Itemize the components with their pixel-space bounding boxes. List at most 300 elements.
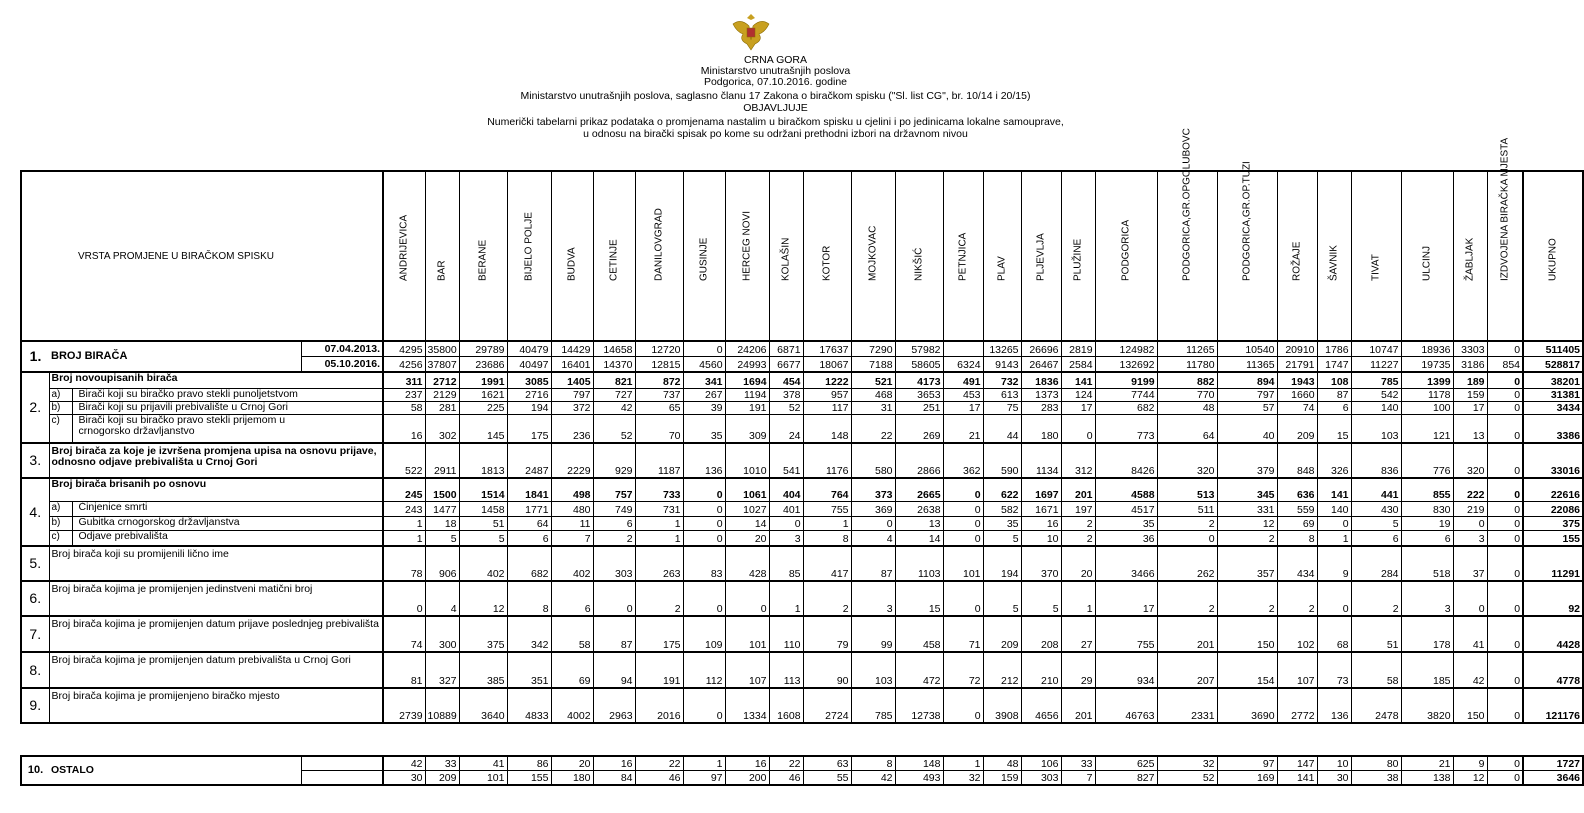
column-header — [983, 171, 1021, 341]
cell-val: 6 — [551, 581, 593, 616]
cell-val: 2229 — [551, 443, 593, 478]
cell-val: 737 — [635, 389, 683, 402]
column-header-label: PETNJICA — [957, 232, 969, 281]
sub-row-letter: b) — [50, 402, 73, 414]
row-row4-sub — [21, 531, 1583, 547]
cell-val: 0 — [1487, 402, 1523, 415]
cell-val: 55 — [803, 771, 851, 786]
cell-val: 458 — [895, 616, 943, 652]
cell-val: 148 — [895, 756, 943, 771]
column-header-label: ROŽAJE — [1291, 241, 1303, 281]
column-header — [803, 171, 851, 341]
cell-val: 1458 — [459, 502, 507, 517]
cell-val: 101 — [943, 546, 983, 581]
cell-val: 42 — [593, 402, 635, 415]
column-header-label: MOJKOVAC — [867, 225, 879, 281]
cell-val: 148 — [803, 415, 851, 444]
cell-val: 379 — [1217, 443, 1277, 478]
cell-val: 51 — [459, 517, 507, 531]
cell-val: 2724 — [803, 688, 851, 723]
cell-val: 731 — [635, 502, 683, 517]
cell-val: 441 — [1351, 478, 1401, 502]
cell-val: 6324 — [943, 357, 983, 373]
cell-val: 8 — [507, 581, 551, 616]
cell-val: 5 — [459, 531, 507, 547]
cell-val: 797 — [551, 389, 593, 402]
row-number: 1. — [21, 341, 49, 372]
row-number: 10. — [21, 756, 49, 785]
column-header — [1095, 171, 1157, 341]
cell-val: 81 — [383, 652, 425, 688]
cell-val: 1 — [769, 581, 803, 616]
cell-val: 3466 — [1095, 546, 1157, 581]
cell-val: 0 — [1487, 502, 1523, 517]
cell-val: 71 — [943, 616, 983, 652]
cell-val: 836 — [1351, 443, 1401, 478]
cell-val: 1373 — [1021, 389, 1061, 402]
cell-val: 48 — [1157, 402, 1217, 415]
sub-row-letter: a) — [50, 389, 73, 401]
cell-val: 191 — [635, 652, 683, 688]
column-header — [851, 171, 895, 341]
cell-val: 3690 — [1217, 688, 1277, 723]
cell-val: 87 — [1317, 389, 1351, 402]
row-label: Broj birača za koje je izvršena promjena upisa na osnovu prijave, odnosno odjave prebivališta u Crnoj Gori — [49, 443, 383, 478]
cell-val: 22086 — [1523, 502, 1583, 517]
cell-val: 155 — [1523, 531, 1583, 547]
column-header — [1487, 137, 1523, 341]
row-number: 4. — [21, 478, 49, 546]
cell-val: 83 — [683, 546, 725, 581]
cell-val: 78 — [383, 546, 425, 581]
column-header-label: IZDVOJENA BIRAČKA MJESTA — [1499, 137, 1511, 281]
cell-val: 342 — [507, 616, 551, 652]
cell-val: 541 — [769, 443, 803, 478]
cell-val: 430 — [1351, 502, 1401, 517]
cell-val: 882 — [1157, 372, 1217, 389]
cell-val: 12 — [459, 581, 507, 616]
cell-val: 8 — [1277, 531, 1317, 547]
cell-val: 19 — [1401, 517, 1453, 531]
cell-val: 302 — [425, 415, 459, 444]
cell-val: 797 — [1217, 389, 1277, 402]
cell-val: 312 — [1061, 443, 1095, 478]
cell-val: 46 — [769, 771, 803, 786]
cell-val: 1 — [1317, 531, 1351, 547]
column-header-label: ULCINJ — [1421, 245, 1433, 281]
cell-val: 251 — [895, 402, 943, 415]
cell-val: 208 — [1021, 616, 1061, 652]
cell-val: 6 — [593, 517, 635, 531]
cell-val: 11227 — [1351, 357, 1401, 373]
cell-val: 141 — [1061, 372, 1095, 389]
cell-val: 74 — [383, 616, 425, 652]
cell-val: 0 — [683, 341, 725, 357]
cell-val: 320 — [1157, 443, 1217, 478]
cell-val — [943, 341, 983, 357]
sub-row-text: Činjenice smrti — [78, 501, 148, 513]
cell-val: 2478 — [1351, 688, 1401, 723]
cell-val: 7188 — [851, 357, 895, 373]
cell-val: 124 — [1061, 389, 1095, 402]
cell-val: 3646 — [1523, 771, 1583, 786]
cell-val: 827 — [1095, 771, 1157, 786]
cell-val: 511405 — [1523, 341, 1583, 357]
cell-val: 154 — [1217, 652, 1277, 688]
cell-val: 112 — [683, 652, 725, 688]
cell-val: 51 — [1351, 616, 1401, 652]
cell-val: 0 — [1061, 415, 1095, 444]
cell-val: 1 — [943, 756, 983, 771]
sub-row-text: Gubitka crnogorskog državljanstva — [78, 516, 240, 528]
cell-val: 0 — [383, 581, 425, 616]
cell-val: 3820 — [1401, 688, 1453, 723]
cell-val: 2716 — [507, 389, 551, 402]
cell-val: 52 — [769, 402, 803, 415]
cell-val: 11291 — [1523, 546, 1583, 581]
header-announces: OBJAVLJUJE — [743, 102, 808, 114]
cell-val: 0 — [943, 688, 983, 723]
cell-val: 209 — [1277, 415, 1317, 444]
cell-val: 13 — [895, 517, 943, 531]
cell-val: 428 — [725, 546, 769, 581]
cell-val: 15 — [1317, 415, 1351, 444]
cell-val: 185 — [1401, 652, 1453, 688]
cell-val: 10 — [1317, 756, 1351, 771]
column-header — [383, 171, 425, 341]
cell-val: 2016 — [635, 688, 683, 723]
cell-val: 385 — [459, 652, 507, 688]
row-row2-sub — [21, 389, 1583, 402]
cell-val: 453 — [943, 389, 983, 402]
cell-val: 0 — [593, 581, 635, 616]
cell-val: 64 — [507, 517, 551, 531]
cell-val: 755 — [803, 502, 851, 517]
row-label: Broj birača kojima je promijenjen datum prijave poslednjeg prebivališta — [49, 616, 383, 652]
column-header — [1351, 171, 1401, 341]
cell-val: 169 — [1217, 771, 1277, 786]
row-other — [21, 756, 1583, 771]
cell-val: 1943 — [1277, 372, 1317, 389]
cell-val: 10889 — [425, 688, 459, 723]
cell-val: 4002 — [551, 688, 593, 723]
cell-val: 2331 — [1157, 688, 1217, 723]
cell-val: 1 — [683, 756, 725, 771]
blank-cell — [301, 756, 383, 771]
row-row4-sub — [21, 502, 1583, 517]
cell-val: 7 — [1061, 771, 1095, 786]
cell-val: 1187 — [635, 443, 683, 478]
cell-val: 2 — [635, 581, 683, 616]
cell-val: 145 — [459, 415, 507, 444]
cell-val: 2 — [1061, 531, 1095, 547]
cell-val: 11365 — [1217, 357, 1277, 373]
column-header-label: CETINJE — [608, 239, 620, 281]
cell-val: 269 — [895, 415, 943, 444]
cell-val: 770 — [1157, 389, 1217, 402]
cell-val: 9143 — [983, 357, 1021, 373]
type-header-label: VRSTA PROMJENE U BIRAČKOM SPISKU — [78, 250, 274, 262]
cell-val: 37 — [1453, 546, 1487, 581]
cell-val: 1 — [635, 517, 683, 531]
cell-val: 773 — [1095, 415, 1157, 444]
cell-val: 11780 — [1157, 357, 1217, 373]
cell-val: 201 — [1157, 616, 1217, 652]
column-header — [1061, 171, 1095, 341]
row-number: 2. — [21, 372, 49, 443]
cell-val: 159 — [1453, 389, 1487, 402]
cell-val: 0 — [851, 517, 895, 531]
cell-val: 2487 — [507, 443, 551, 478]
cell-val: 37807 — [425, 357, 459, 373]
cell-val: 957 — [803, 389, 851, 402]
cell-val: 6 — [1317, 402, 1351, 415]
column-header-label: BUDVA — [566, 247, 578, 281]
cell-val: 14 — [725, 517, 769, 531]
cell-val: 0 — [683, 517, 725, 531]
cell-val: 69 — [551, 652, 593, 688]
cell-val: 12 — [1453, 771, 1487, 786]
cell-val: 38201 — [1523, 372, 1583, 389]
cell-val: 16401 — [551, 357, 593, 373]
column-header-label: ŠAVNIK — [1328, 245, 1340, 281]
cell-val: 141 — [1317, 478, 1351, 502]
cell-val: 1010 — [725, 443, 769, 478]
column-header — [507, 171, 551, 341]
sub-row-letter: b) — [50, 517, 73, 530]
cell-val: 542 — [1351, 389, 1401, 402]
cell-val: 894 — [1217, 372, 1277, 389]
cell-val: 8 — [851, 756, 895, 771]
cell-val: 0 — [943, 517, 983, 531]
cell-val: 732 — [983, 372, 1021, 389]
cell-val: 3085 — [507, 372, 551, 389]
cell-val: 52 — [1157, 771, 1217, 786]
cell-val: 2739 — [383, 688, 425, 723]
column-header-label: PODGORICA,GR.OP.TUZI — [1241, 161, 1253, 281]
header-description-1: Numerički tabelarni prikaz podataka o promjenama nastalim u biračkom spisku u cjelini i po jedinicama lokalne samouprave, — [487, 116, 1064, 128]
header-legal-basis: Ministarstvo unutrašnjih poslova, saglasno članu 17 Zakona o biračkom spisku ("Sl. list CG", br. 10/14 i 20/15) — [520, 90, 1031, 102]
cell-val: 12720 — [635, 341, 683, 357]
cell-val: 401 — [769, 502, 803, 517]
cell-val: 320 — [1453, 443, 1487, 478]
cell-val: 102 — [1277, 616, 1317, 652]
cell-val: 58 — [383, 402, 425, 415]
cell-val: 682 — [507, 546, 551, 581]
cell-val: 85 — [769, 546, 803, 581]
sub-row-letter: a) — [50, 502, 73, 516]
cell-val: 40479 — [507, 341, 551, 357]
cell-val: 245 — [383, 478, 425, 502]
cell-val: 73 — [1317, 652, 1351, 688]
cell-val: 1671 — [1021, 502, 1061, 517]
cell-val: 369 — [851, 502, 895, 517]
cell-val: 222 — [1453, 478, 1487, 502]
cell-val: 210 — [1021, 652, 1061, 688]
cell-val: 24993 — [725, 357, 769, 373]
cell-val: 225 — [459, 402, 507, 415]
sub-row-label — [49, 517, 383, 531]
cell-val: 117 — [803, 402, 851, 415]
cell-val: 97 — [1217, 756, 1277, 771]
cell-val: 2866 — [895, 443, 943, 478]
cell-val: 0 — [1487, 341, 1523, 357]
cell-val: 35 — [1095, 517, 1157, 531]
header-ministry: Ministarstvo unutrašnjih poslova — [700, 65, 851, 77]
cell-val: 511 — [1157, 502, 1217, 517]
cell-val: 3386 — [1523, 415, 1583, 444]
column-header-label: DANILOVGRAD — [653, 208, 665, 281]
cell-val: 1176 — [803, 443, 851, 478]
sub-row-text: Birači koji su prijavili prebivalište u Crnoj Gori — [78, 401, 288, 413]
column-header — [425, 171, 459, 341]
cell-val: 472 — [895, 652, 943, 688]
cell-val: 33016 — [1523, 443, 1583, 478]
cell-val: 44 — [983, 415, 1021, 444]
column-header-label: GUSINJE — [698, 237, 710, 281]
cell-val: 0 — [943, 531, 983, 547]
cell-val: 454 — [769, 372, 803, 389]
cell-val: 0 — [1487, 443, 1523, 478]
column-header-label: PLJEVLJA — [1035, 233, 1047, 281]
column-header — [459, 171, 507, 341]
cell-val: 80 — [1351, 756, 1401, 771]
cell-val: 6677 — [769, 357, 803, 373]
row-number: 5. — [21, 546, 49, 581]
cell-val: 855 — [1401, 478, 1453, 502]
cell-val: 132692 — [1095, 357, 1157, 373]
sub-row-text: Birači koji su biračko pravo stekli prijemom u crnogorsko državljanstvo — [78, 414, 286, 437]
cell-val: 103 — [1351, 415, 1401, 444]
cell-val: 1194 — [725, 389, 769, 402]
row-row4-sub — [21, 517, 1583, 531]
cell-val: 22616 — [1523, 478, 1583, 502]
cell-val: 58 — [551, 616, 593, 652]
cell-val: 92 — [1523, 581, 1583, 616]
cell-val: 2 — [593, 531, 635, 547]
cell-val: 243 — [383, 502, 425, 517]
cell-val: 20 — [1061, 546, 1095, 581]
cell-val: 23686 — [459, 357, 507, 373]
cell-val: 4560 — [683, 357, 725, 373]
cell-val: 757 — [593, 478, 635, 502]
cell-val: 180 — [551, 771, 593, 786]
cell-val: 785 — [851, 688, 895, 723]
cell-val: 749 — [593, 502, 635, 517]
cell-val: 4173 — [895, 372, 943, 389]
cell-val: 31 — [851, 402, 895, 415]
cell-val: 1621 — [459, 389, 507, 402]
cell-val: 2963 — [593, 688, 635, 723]
cell-val: 12 — [1217, 517, 1277, 531]
cell-val: 13 — [1453, 415, 1487, 444]
cell-val: 2638 — [895, 502, 943, 517]
cell-val: 0 — [1487, 531, 1523, 547]
cell-val: 582 — [983, 502, 1021, 517]
cell-val: 6 — [1401, 531, 1453, 547]
cell-val: 2819 — [1061, 341, 1095, 357]
row-number: 8. — [21, 652, 49, 688]
cell-val: 17637 — [803, 341, 851, 357]
row-row2-sub — [21, 402, 1583, 415]
cell-val: 1 — [803, 517, 851, 531]
cell-val: 4 — [425, 581, 459, 616]
cell-val: 498 — [551, 478, 593, 502]
cell-val: 872 — [635, 372, 683, 389]
cell-val: 327 — [425, 652, 459, 688]
cell-val: 0 — [1317, 517, 1351, 531]
cell-val: 2665 — [895, 478, 943, 502]
cell-val: 1841 — [507, 478, 551, 502]
column-header-label: PLUŽINE — [1072, 238, 1084, 281]
cell-val: 3 — [1453, 531, 1487, 547]
cell-val: 136 — [683, 443, 725, 478]
cell-val: 1660 — [1277, 389, 1317, 402]
cell-val: 929 — [593, 443, 635, 478]
cell-val: 13265 — [983, 341, 1021, 357]
cell-val: 14658 — [593, 341, 635, 357]
cell-val: 590 — [983, 443, 1021, 478]
column-header-label: PLAV — [996, 256, 1008, 281]
cell-val: 1222 — [803, 372, 851, 389]
cell-val: 362 — [943, 443, 983, 478]
cell-val: 84 — [593, 771, 635, 786]
cell-val: 87 — [593, 616, 635, 652]
cell-val: 3434 — [1523, 402, 1583, 415]
cell-val: 10540 — [1217, 341, 1277, 357]
cell-val: 1608 — [769, 688, 803, 723]
cell-val: 559 — [1277, 502, 1317, 517]
cell-val: 74 — [1277, 402, 1317, 415]
cell-val: 9199 — [1095, 372, 1157, 389]
column-header-label: BIJELO POLJE — [523, 212, 535, 281]
cell-val: 357 — [1217, 546, 1277, 581]
cell-val: 35 — [983, 517, 1021, 531]
cell-val: 20910 — [1277, 341, 1317, 357]
cell-val: 17 — [1095, 581, 1157, 616]
row-title: Broj birača brisanih po osnovu — [49, 478, 383, 502]
cell-val: 194 — [983, 546, 1021, 581]
cell-val: 9 — [1317, 546, 1351, 581]
row-row5 — [21, 546, 1583, 581]
column-header-label: ŽABLJAK — [1464, 237, 1476, 281]
cell-val: 3640 — [459, 688, 507, 723]
cell-val: 14 — [895, 531, 943, 547]
column-header — [1317, 171, 1351, 341]
cell-val: 17 — [1061, 402, 1095, 415]
cell-val: 52 — [593, 415, 635, 444]
cell-val: 2 — [1217, 581, 1277, 616]
cell-val: 138 — [1401, 771, 1453, 786]
cell-val: 7 — [551, 531, 593, 547]
row-number: 6. — [21, 581, 49, 616]
cell-val: 1727 — [1523, 756, 1583, 771]
cell-val: 5 — [1351, 517, 1401, 531]
cell-val: 0 — [1317, 581, 1351, 616]
cell-val: 1836 — [1021, 372, 1061, 389]
cell-val: 75 — [983, 402, 1021, 415]
cell-val: 0 — [1487, 372, 1523, 389]
cell-val: 821 — [593, 372, 635, 389]
cell-val: 197 — [1061, 502, 1095, 517]
cell-val: 101 — [725, 616, 769, 652]
column-header-label: UKUPNO — [1547, 238, 1559, 281]
cell-val: 22 — [769, 756, 803, 771]
cell-val: 1 — [635, 531, 683, 547]
cell-val: 0 — [943, 581, 983, 616]
cell-val: 10747 — [1351, 341, 1401, 357]
cell-val: 6 — [507, 531, 551, 547]
